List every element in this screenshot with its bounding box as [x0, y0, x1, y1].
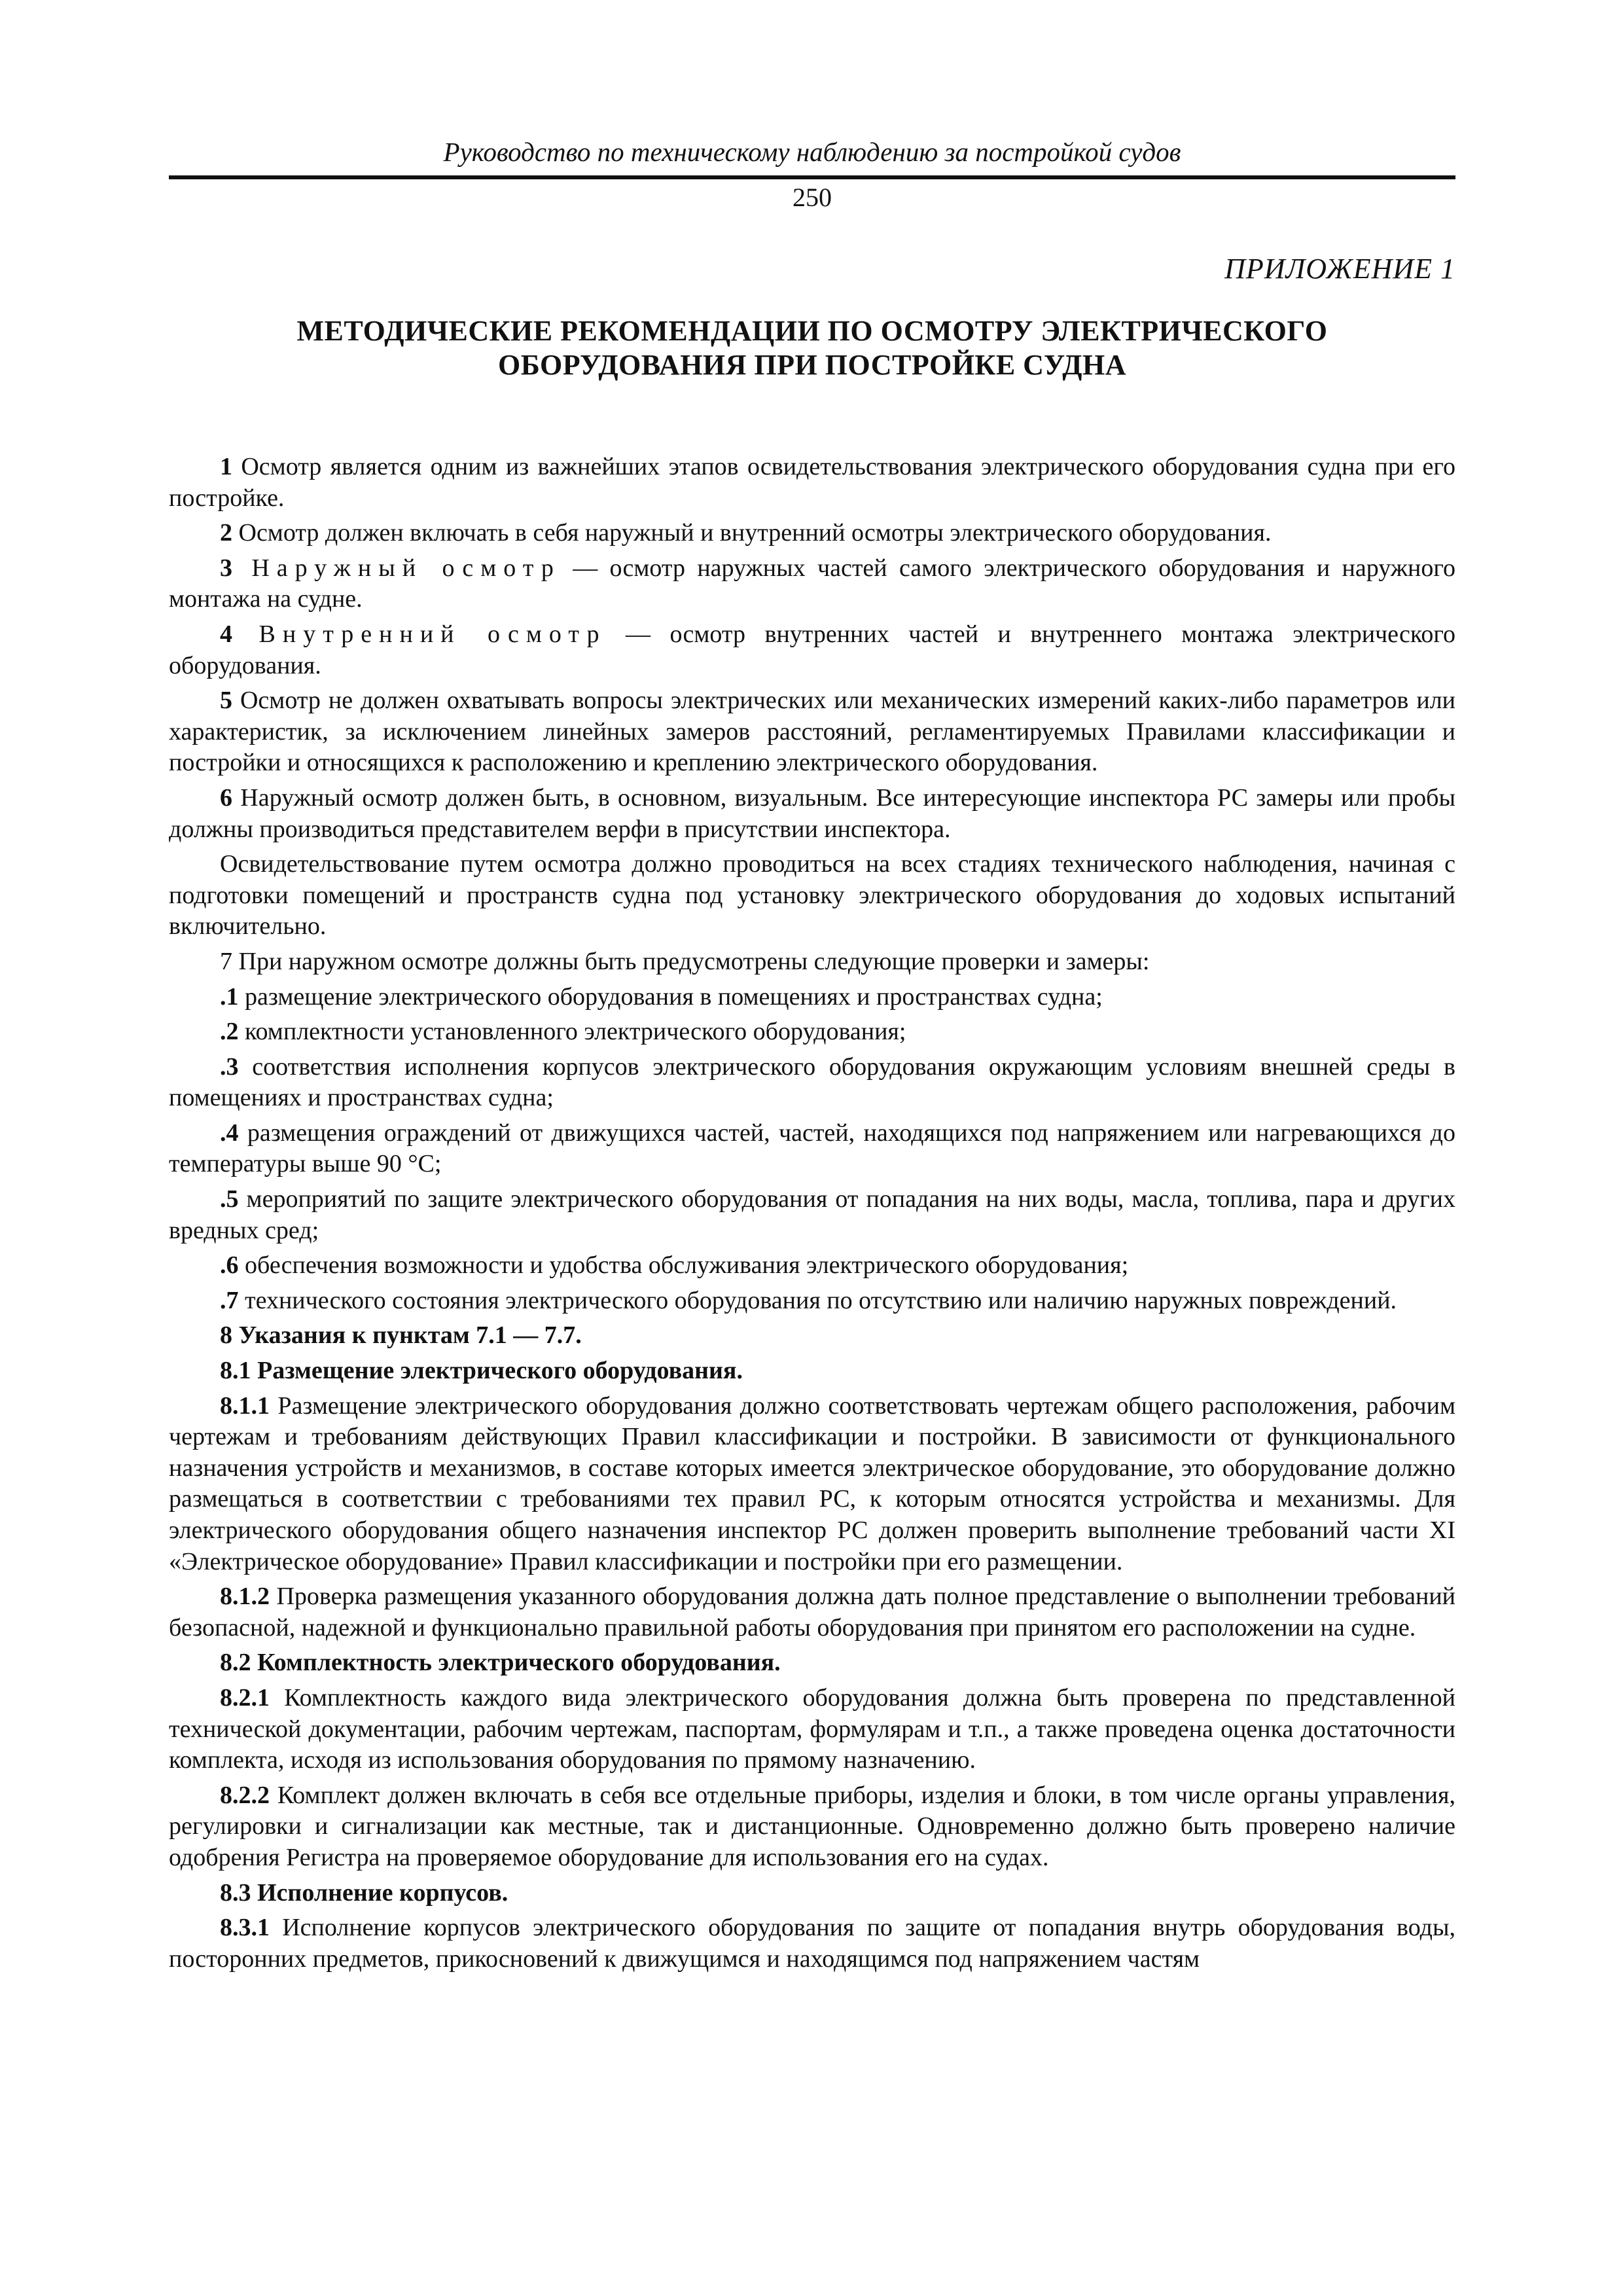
section-heading: 8.3 Исполнение корпусов.: [220, 1878, 508, 1907]
running-header: Руководство по техническому наблюдению за постройкой судов: [443, 137, 1181, 167]
paragraph: 8.2.2 Комплект должен включать в себя все отдельные приборы, изделия и блоки, в том числе органы управления, регулировки и сигнализации как местные, так и дистанционные. Одновременно должно быть проверено наличие одобрения Регистра на проверяемое оборудование для использования его на судах.: [169, 1781, 1455, 1871]
header-rule: [169, 175, 1455, 179]
appendix-label: ПРИЛОЖЕНИЕ 1: [1224, 253, 1455, 285]
title-line-2: ОБОРУДОВАНИЯ ПРИ ПОСТРОЙКЕ СУДНА: [497, 349, 1126, 381]
section-heading: 8.2 Комплектность электрического оборудования.: [220, 1649, 781, 1677]
paragraph: 5 Осмотр не должен охватывать вопросы электрических или механических измерений каких-либо параметров или характеристик, за исключением линейных замеров расстояний, регламентируемых Правилами классификации и постройки и относящихся к расположению и креплению электрического оборудования.: [169, 687, 1455, 777]
paragraph: Освидетельствование путем осмотра должно проводиться на всех стадиях технического наблюдения, начиная с подготовки помещений и пространств судна под установку электрического оборудования до ходовых испытаний включительно.: [169, 850, 1455, 941]
paragraph: 7 При наружном осмотре должны быть предусмотрены следующие проверки и замеры:: [220, 947, 1150, 975]
list-item: .2 комплектности установленного электрического оборудования;: [220, 1018, 906, 1046]
paragraph: 8.2.1 Комплектность каждого вида электрического оборудования должна быть проверена по представленной технической документации, рабочим чертежам, паспортам, формулярам и т.п., а также проведена оценка достаточности комплекта, исходя из использования оборудования по прямому назначению.: [169, 1683, 1455, 1774]
list-item: .4 размещения ограждений от движущихся частей, частей, находящихся под напряжением или нагревающихся до температуры выше 90 °С;: [169, 1119, 1455, 1178]
list-item: .7 технического состояния электрического оборудования по отсутствию или наличию наружных повреждений.: [220, 1286, 1397, 1314]
document-body: [169, 452, 1455, 1979]
list-item: .3 соответствия исполнения корпусов электрического оборудования окружающим условиям внешней среды в помещениях и пространствах судна;: [169, 1052, 1455, 1112]
paragraph: 3 Наружный осмотр — осмотр наружных частей самого электрического оборудования и наружного монтажа на судне.: [169, 554, 1455, 613]
section-heading: 8 Указания к пунктам 7.1 — 7.7.: [220, 1321, 582, 1350]
page-number: 250: [793, 183, 832, 212]
paragraph: 8.1.2 Проверка размещения указанного оборудования должна дать полное представление о выполнении требований безопасной, надежной и функционально правильной работы оборудования при принятом его расположении на судне.: [169, 1583, 1455, 1641]
title-line-1: МЕТОДИЧЕСКИЕ РЕКОМЕНДАЦИИ ПО ОСМОТРУ ЭЛЕКТРИЧЕСКОГО: [296, 315, 1328, 347]
list-item: .5 мероприятий по защите электрического оборудования от попадания на них воды, масла, топлива, пара и других вредных сред;: [169, 1185, 1455, 1244]
list-item: .6 обеспечения возможности и удобства обслуживания электрического оборудования;: [220, 1251, 1129, 1280]
paragraph: 8.1.1 Размещение электрического оборудования должно соответствовать чертежам общего расположения, рабочим чертежам и требованиям действующих Правил классификации и постройки. В зависимости от функционального назначения устройств и механизмов, в составе которых имеется электрическое оборудование, это оборудование должно размещаться в соответствии с требованиями тех правил РС, к которым относятся устройства и механизмы. Для электрического оборудования общего назначения инспектор РС должен проверить выполнение требований части XI «Электрическое оборудование» Правил классификации и постройки при его размещении.: [169, 1391, 1455, 1575]
list-item: .1 размещение электрического оборудования в помещениях и пространствах судна;: [220, 982, 1103, 1011]
paragraph: 6 Наружный осмотр должен быть, в основном, визуальным. Все интересующие инспектора РС замеры или пробы должны производиться представителем верфи в присутствии инспектора.: [169, 783, 1455, 843]
section-heading: 8.1 Размещение электрического оборудования.: [220, 1357, 743, 1385]
paragraph: 8.3.1 Исполнение корпусов электрического оборудования по защите от попадания внутрь оборудования воды, посторонних предметов, прикосновений к движущимся и находящимся под напряжением частям: [169, 1914, 1455, 1973]
paragraph: 1 Осмотр является одним из важнейших этапов освидетельствования электрического оборудования судна при его постройке.: [169, 453, 1455, 512]
paragraph: 2 Осмотр должен включать в себя наружный и внутренний осмотры электрического оборудования.: [220, 519, 1272, 547]
paragraph: 4 Внутренний осмотр — осмотр внутренних частей и внутреннего монтажа электрического оборудования.: [169, 620, 1455, 679]
document-title: [169, 314, 1455, 382]
